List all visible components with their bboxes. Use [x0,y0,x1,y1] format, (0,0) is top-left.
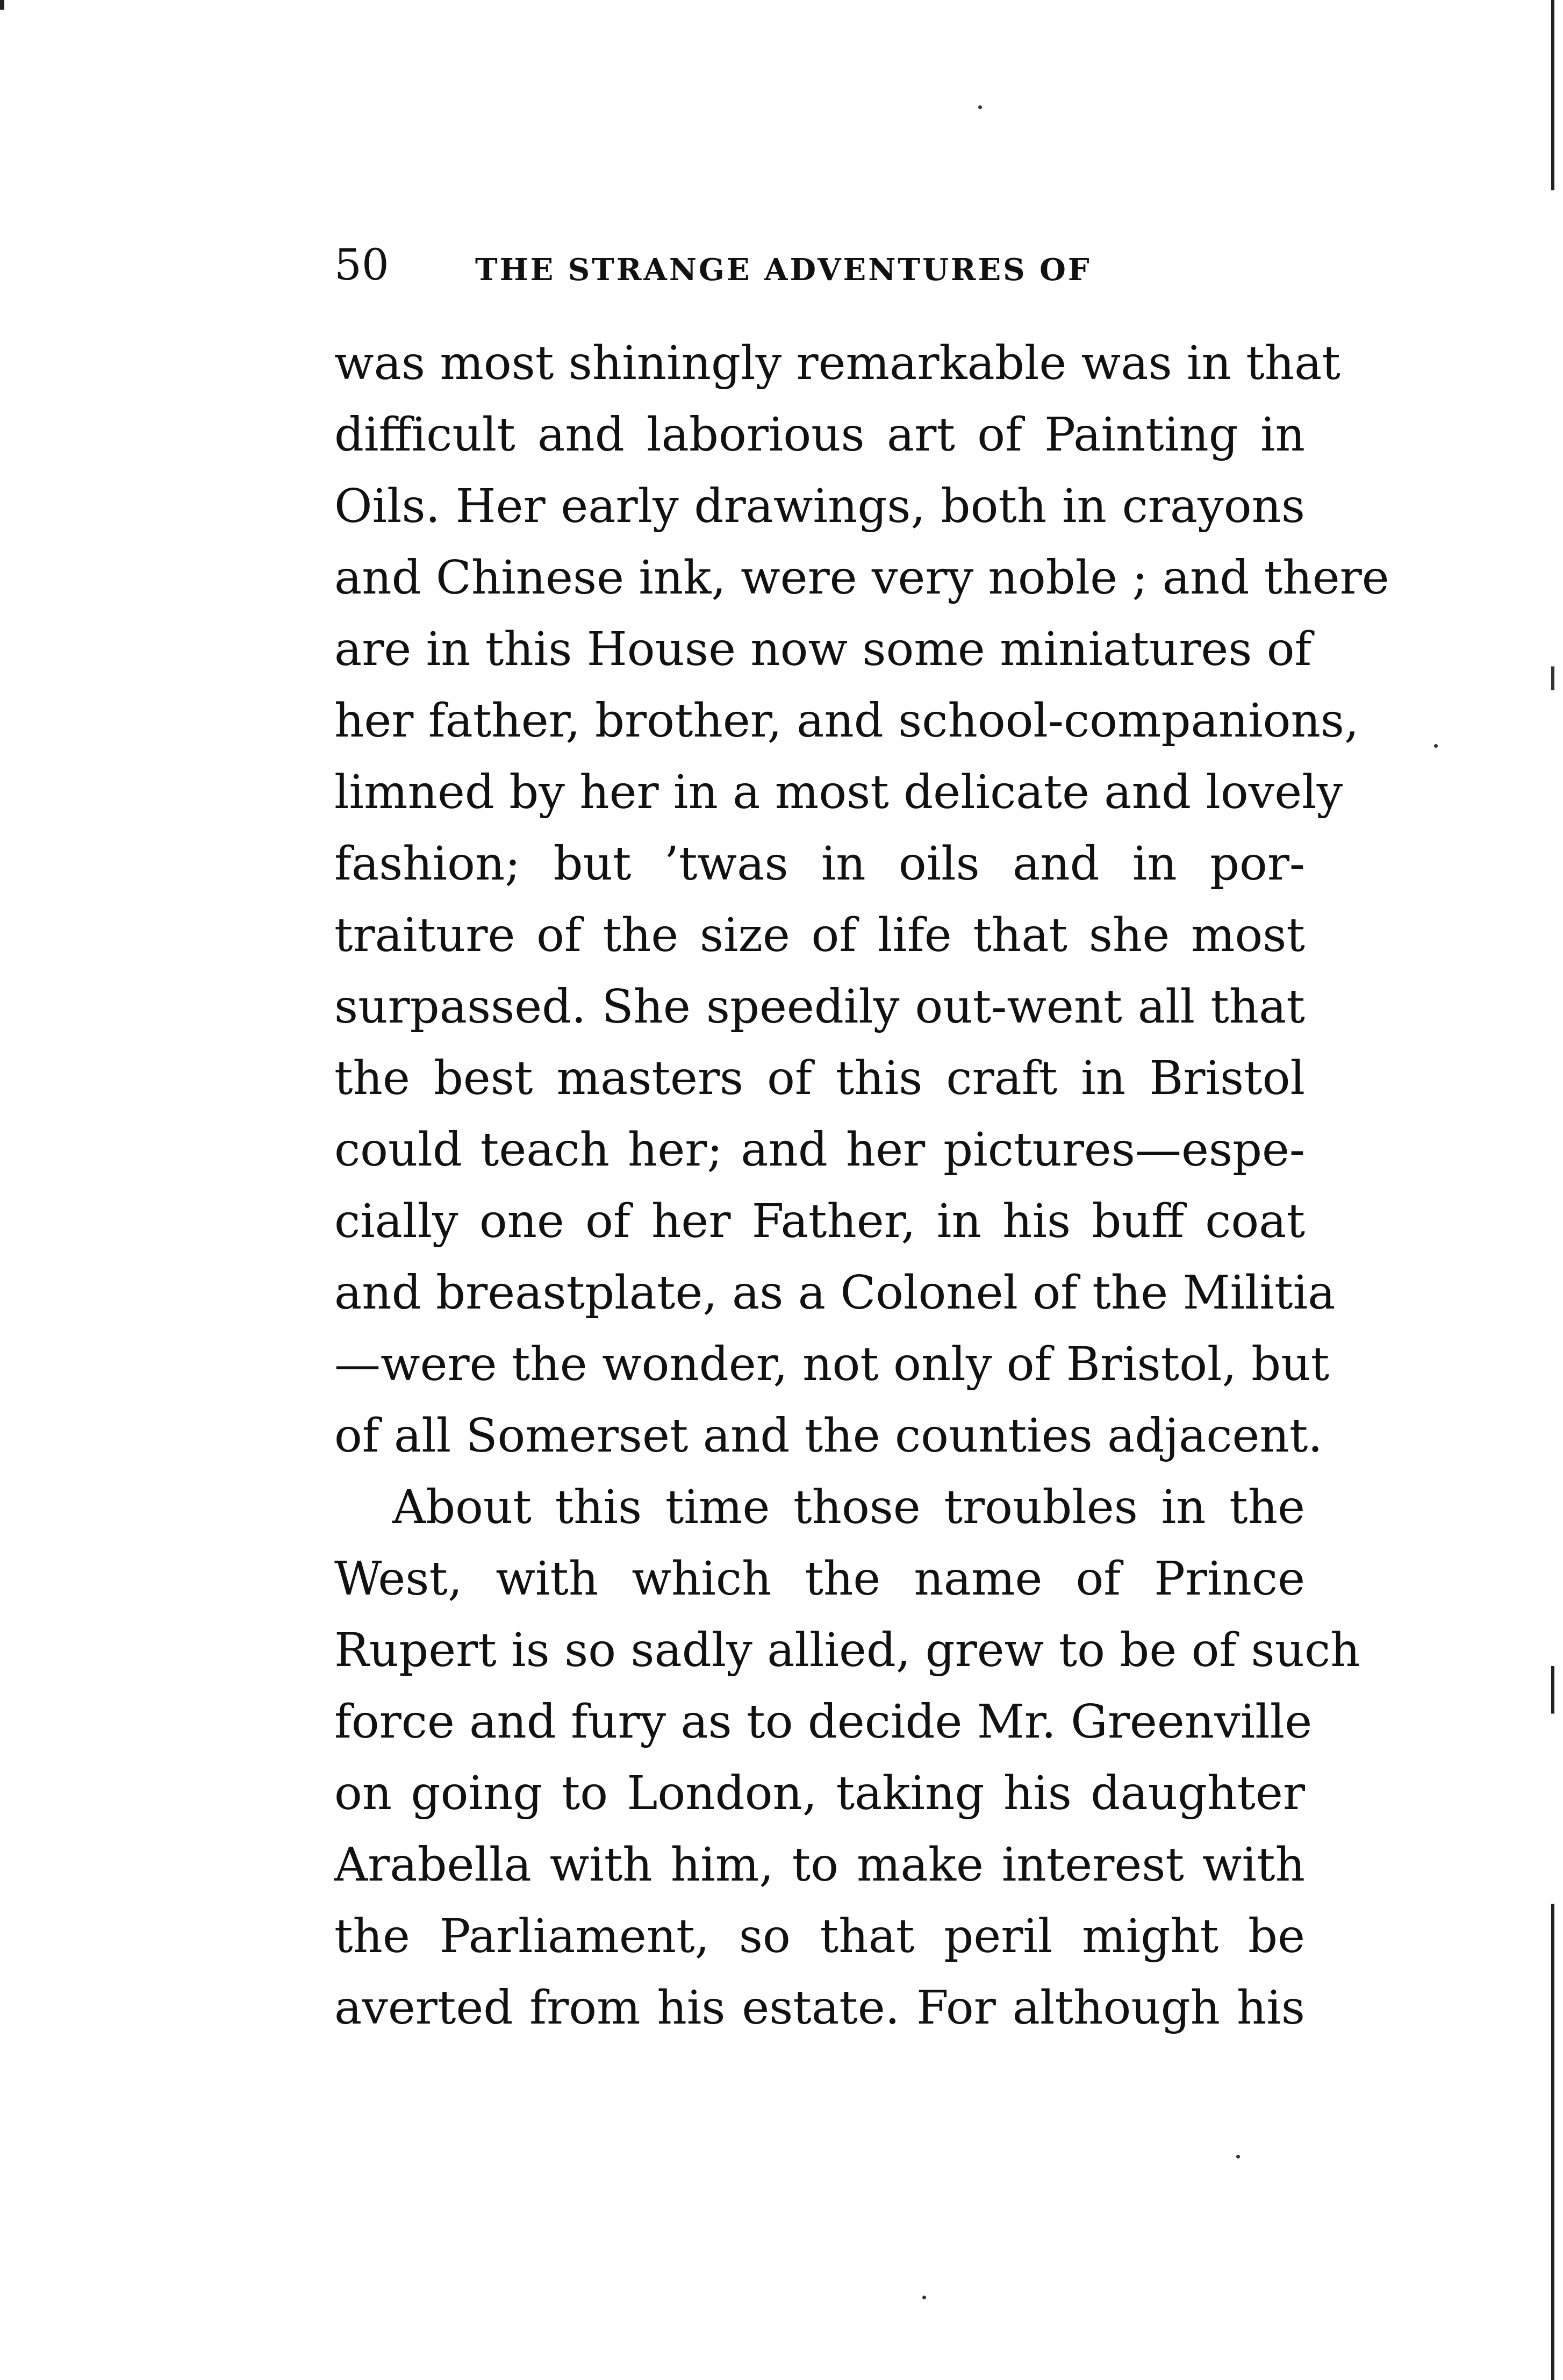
text-line: are in this House now some miniatures of [334,623,1312,676]
text-line: on going to London, taking his daughter [334,1767,1305,1820]
paragraph-1 [334,328,1389,1472]
text-line: the best masters of this craft in Bristol [334,1052,1305,1105]
scan-edge-mark [0,0,4,10]
running-head: THE STRANGE ADVENTURES OF [475,252,1092,288]
scan-speck [1434,744,1438,748]
text-line: fashion; but ’twas in oils and in por- [334,837,1305,891]
text-line: force and fury as to decide Mr. Greenville [334,1695,1313,1749]
page-number: 50 [334,240,389,290]
text-line: and breastplate, as a Colonel of the Militia [334,1266,1336,1320]
text-line: Arabella with him, to make interest with [334,1838,1305,1892]
text-line: limned by her in a most delicate and lovely [334,766,1343,819]
text-line: —were the wonder, not only of Bristol, but [334,1338,1330,1391]
text-line: and Chinese ink, were very noble ; and there [334,551,1389,605]
text-line: Rupert is so sadly allied, grew to be of such [334,1624,1360,1677]
text-line: difficult and laborious art of Painting in [334,408,1305,462]
text-line: the Parliament, so that peril might be [334,1910,1305,1963]
scan-edge-right [1551,0,1554,2380]
text-line: of all Somerset and the counties adjacent. [334,1409,1323,1463]
text-line: could teach her; and her pictures—espe- [334,1123,1305,1177]
paragraph-2 [334,1472,1360,2044]
scan-speck [1236,2155,1240,2159]
scan-speck [978,105,982,109]
text-line: Oils. Her early drawings, both in crayons [334,480,1305,533]
text-line: averted from his estate. For although his [334,1981,1305,2035]
text-line: surpassed. She speedily out-went all that [334,980,1305,1034]
text-line: was most shiningly remarkable was in that [334,337,1340,390]
scan-speck [922,2296,926,2299]
page-header [334,235,1184,295]
body-text [334,328,1389,2044]
text-line: West, with which the name of Prince [334,1552,1305,1606]
text-line: traiture of the size of life that she most [334,909,1305,962]
text-line: her father, brother, and school-companions, [334,694,1359,748]
text-line: cially one of her Father, in his buff coat [334,1195,1305,1248]
text-line: About this time those troubles in the [392,1481,1305,1534]
